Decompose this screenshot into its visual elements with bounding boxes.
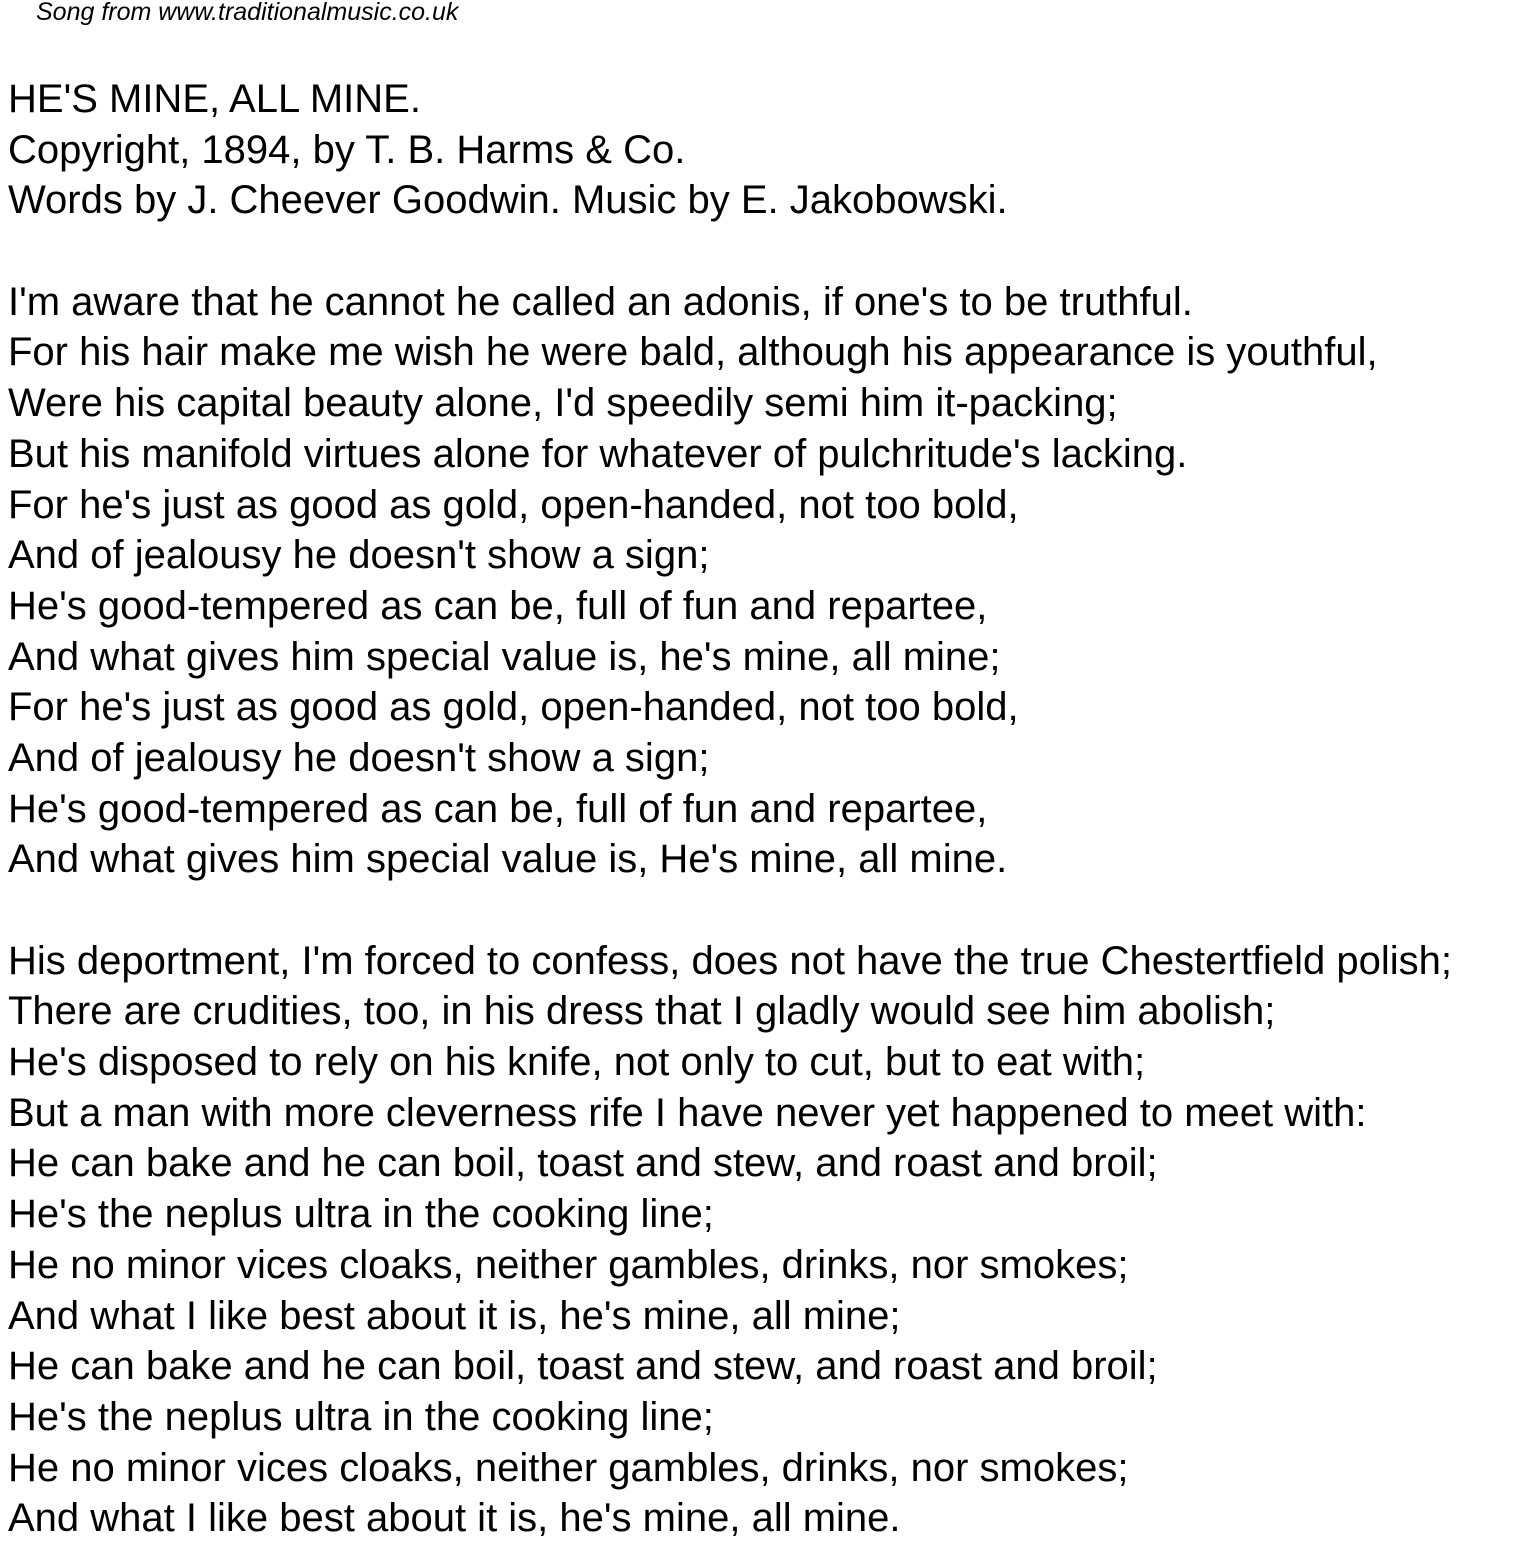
verse-line: And what I like best about it is, he's mine, all mine; [8, 1293, 901, 1338]
verse-line: And what gives him special value is, he's mine, all mine; [8, 634, 1001, 679]
verse-line: And what gives him special value is, He's mine, all mine. [8, 837, 1008, 882]
verse-line: And of jealousy he doesn't show a sign; [8, 735, 710, 780]
verse-line: He's good-tempered as can be, full of fun and repartee, [8, 786, 988, 831]
verse-line: He's disposed to rely on his knife, not only to cut, but to eat with; [8, 1040, 1146, 1085]
verse-line: He's the neplus ultra in the cooking line; [8, 1192, 714, 1237]
song-title: HE'S MINE, ALL MINE. [8, 77, 421, 121]
copyright-line: Copyright, 1894, by T. B. Harms & Co. [8, 127, 686, 172]
verse-line: But his manifold virtues alone for whatever of pulchritude's lacking. [8, 431, 1188, 476]
source-watermark: Song from www.traditionalmusic.co.uk [36, 0, 459, 26]
verse-line: For he's just as good as gold, open-handed, not too bold, [8, 685, 1019, 730]
stanza-spacer [8, 226, 1536, 277]
stanza-spacer [8, 885, 1536, 936]
verse-line: For he's just as good as gold, open-handed, not too bold, [8, 482, 1019, 527]
verse-line: He's good-tempered as can be, full of fun and repartee, [8, 583, 988, 628]
verse-line: He can bake and he can boil, toast and stew, and roast and broil; [8, 1141, 1158, 1186]
verse-line: He's the neplus ultra in the cooking line; [8, 1394, 714, 1439]
verse-line: For his hair make me wish he were bald, although his appearance is youthful, [8, 330, 1378, 375]
verse-line: His deportment, I'm forced to confess, does not have the true Chestertfield polish; [8, 938, 1452, 983]
verse-line: And of jealousy he doesn't show a sign; [8, 533, 710, 578]
credits-line: Words by J. Cheever Goodwin. Music by E. Jakobowski. [8, 178, 1008, 223]
verse-line: I'm aware that he cannot he called an adonis, if one's to be truthful. [8, 279, 1193, 324]
verse-line: He no minor vices cloaks, neither gambles, drinks, nor smokes; [8, 1445, 1129, 1490]
verse-line: There are crudities, too, in his dress that I gladly would see him abolish; [8, 989, 1276, 1034]
song-text [8, 74, 1536, 1544]
verse-line: He can bake and he can boil, toast and stew, and roast and broil; [8, 1344, 1158, 1389]
verse-line: But a man with more cleverness rife I have never yet happened to meet with: [8, 1090, 1367, 1135]
verse-line: He no minor vices cloaks, neither gambles, drinks, nor smokes; [8, 1242, 1129, 1287]
verse-line: And what I like best about it is, he's mine, all mine. [8, 1496, 901, 1541]
verse-1 [8, 277, 1536, 885]
verse-2 [8, 936, 1536, 1544]
verse-line: Were his capital beauty alone, I'd speedily semi him it-packing; [8, 381, 1118, 426]
